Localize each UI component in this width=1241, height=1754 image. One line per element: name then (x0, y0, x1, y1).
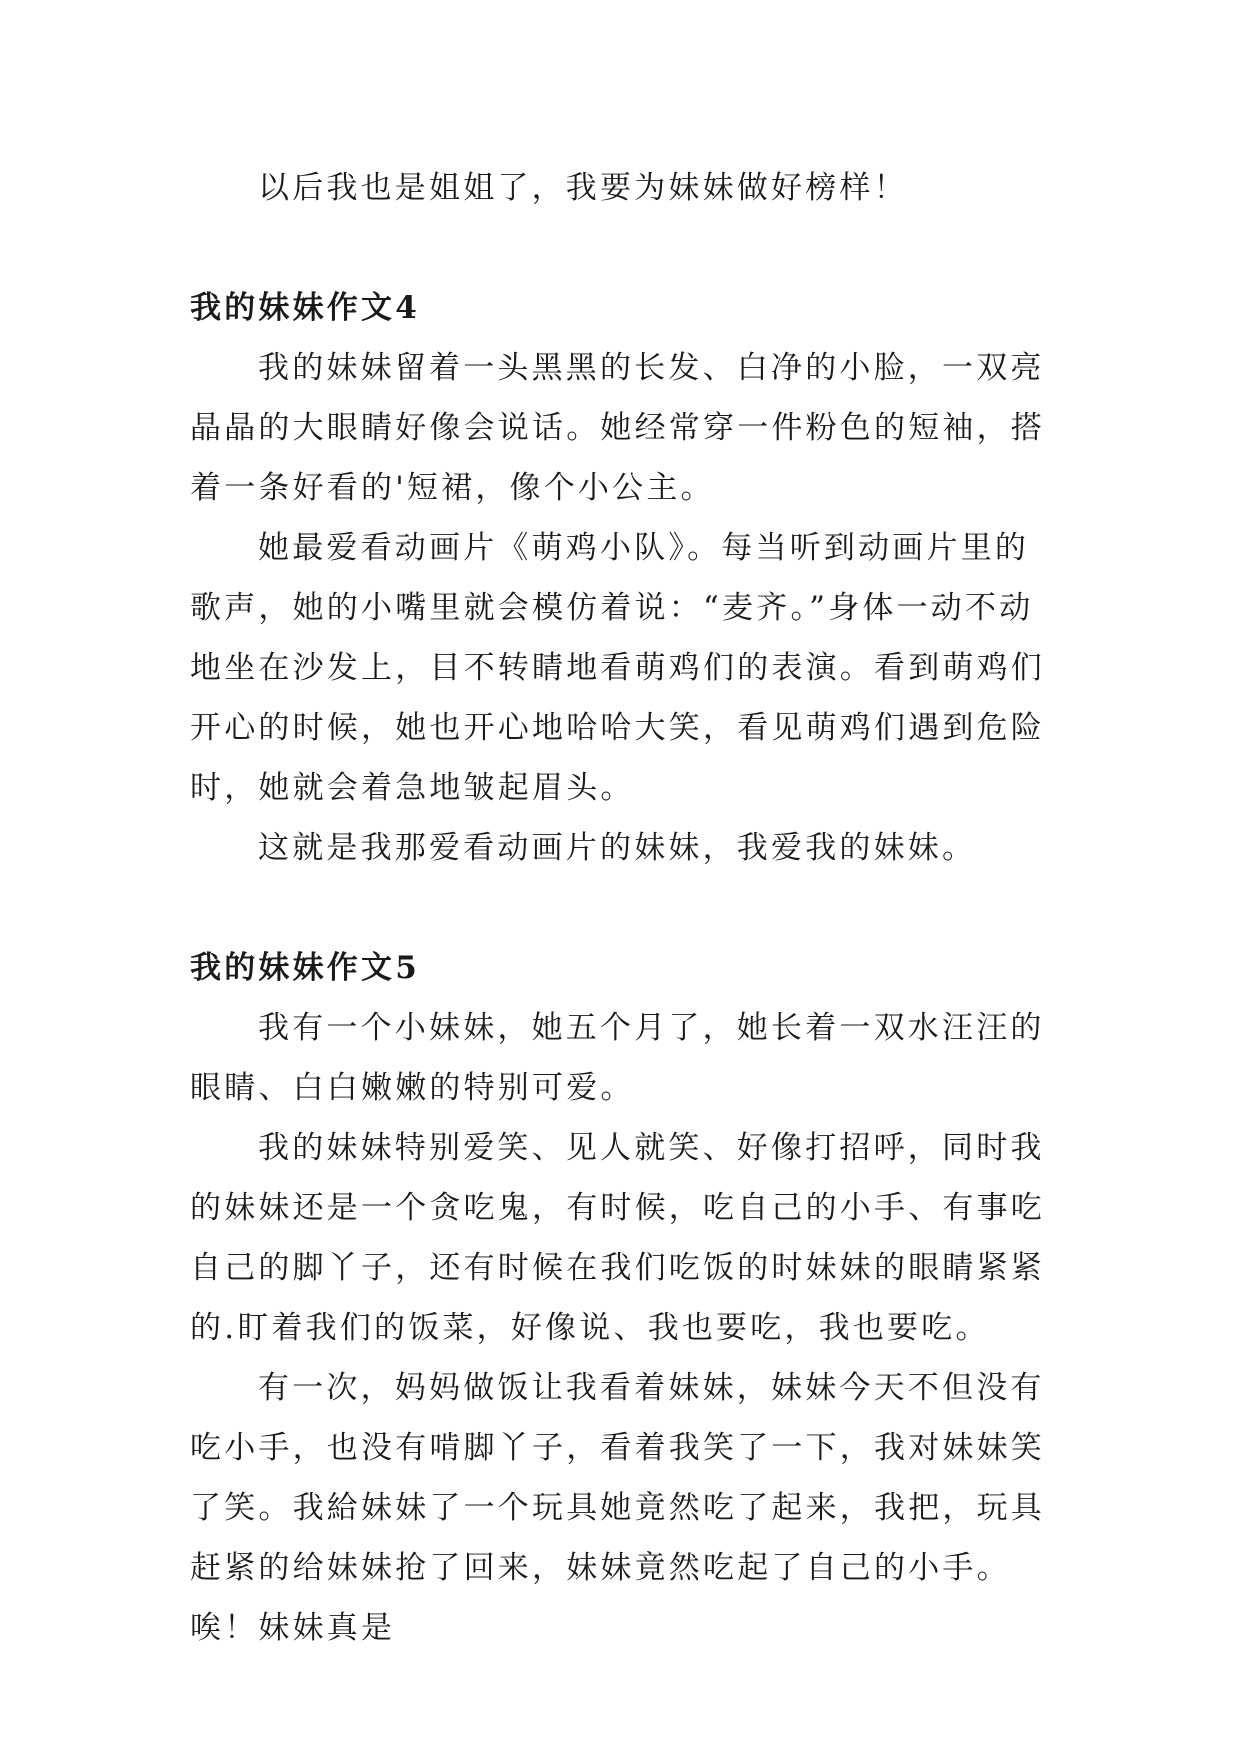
intro-paragraph: 以后我也是姐姐了，我要为妹妹做好榜样！ (258, 170, 908, 206)
paragraph: 我的妹妹留着一头黑黑的长发、白净的小脸，一双亮晶晶的大眼睛好像会说话。她经常穿一件粉色的短袖，搭着一条好看的'短裙，像个小公主。 (190, 350, 1045, 506)
paragraph: 她最爱看动画片《萌鸡小队》。每当听到动画片里的歌声，她的小嘴里就会模仿着说：“麦齐。”身体一动不动地坐在沙发上，目不转睛地看萌鸡们的表演。看到萌鸡们开心的时候，她也开心地哈哈大笑，看见萌鸡们遇到危险时，她就会着急地皱起眉头。 (190, 530, 1045, 806)
paragraph: 我有一个小妹妹，她五个月了，她长着一双水汪汪的眼睛、白白嫩嫩的特别可爱。 (190, 1010, 1045, 1106)
section-heading-5: 我的妹妹作文5 (190, 950, 420, 986)
paragraph: 我的妹妹特别爱笑、见人就笑、好像打招呼，同时我的妹妹还是一个贪吃鬼，有时候，吃自己的小手、有事吃自己的脚丫子，还有时候在我们吃饭的时妹妹的眼睛紧紧的.盯着我们的饭菜，好像说、我也要吃，我也要吃。 (190, 1130, 1045, 1346)
text-column (190, 158, 1050, 1658)
section-heading-4: 我的妹妹作文4 (190, 290, 420, 326)
paragraph: 有一次，妈妈做饭让我看着妹妹，妹妹今天不但没有吃小手，也没有啃脚丫子，看着我笑了一下，我对妹妹笑了笑。我給妹妹了一个玩具她竟然吃了起来，我把，玩具赶紧的给妹妹抢了回来，妹妹竟然吃起了自己的小手。唉！妹妹真是 (190, 1370, 1045, 1646)
paragraph: 这就是我那爱看动画片的妹妹，我爱我的妹妹。 (258, 830, 977, 866)
